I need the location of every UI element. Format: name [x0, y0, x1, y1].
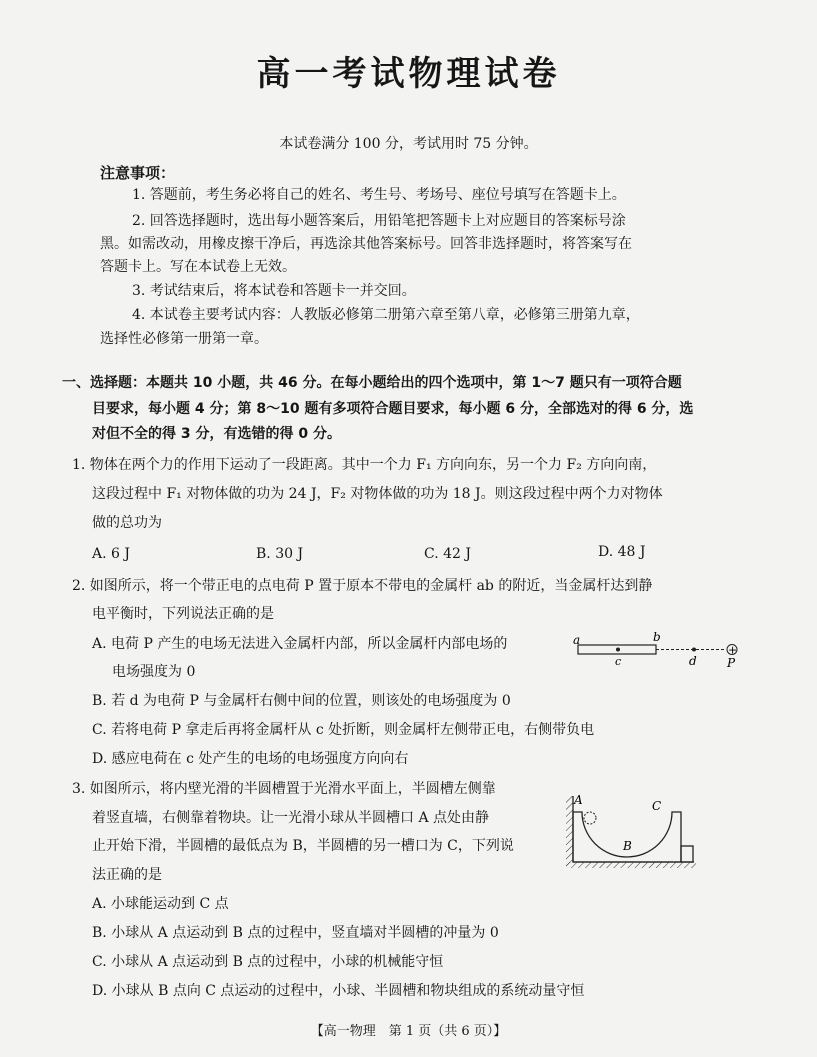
q1-stem: 这段过程中 F₁ 对物体做的功为 24 J，F₂ 对物体做的功为 18 J。则这段过程中两个力对物体 — [92, 486, 663, 502]
q3-stem: 着竖直墙，右侧靠着物块。让一光滑小球从半圆槽口 A 点处由静 — [92, 810, 490, 826]
label-c: c — [615, 655, 622, 668]
half-circle-groove — [573, 812, 681, 862]
wall-hatch — [566, 796, 573, 866]
q3-option-c: C. 小球从 A 点运动到 B 点的过程中，小球的机械能守恒 — [92, 954, 444, 970]
q2-option-d: D. 感应电荷在 c 处产生的电场的电场强度方向向右 — [92, 751, 409, 767]
notice-line: 黑。如需改动，用橡皮擦干净后，再选涂其他答案标号。回答非选择题时，将答案写在 — [100, 236, 632, 252]
q3-option-a: A. 小球能运动到 C 点 — [92, 896, 229, 912]
q1-option-b: B. 30 J — [256, 546, 304, 562]
notice-line: 答题卡上。写在本试卷上无效。 — [100, 259, 296, 275]
label-A: A — [574, 793, 583, 807]
block — [681, 846, 693, 862]
q3-stem: 法正确的是 — [92, 867, 162, 883]
label-b: b — [653, 630, 661, 644]
page-title: 高一考试物理试卷 — [256, 54, 561, 94]
q1-stem: 1. 物体在两个力的作用下运动了一段距离。其中一个力 F₁ 方向向东，另一个力 F₂ 方向向南， — [72, 457, 657, 473]
q3-option-b: B. 小球从 A 点运动到 B 点的过程中，竖直墙对半圆槽的冲量为 0 — [92, 925, 499, 941]
label-a: a — [573, 633, 581, 647]
q2-option-a-cont: 电场强度为 0 — [112, 664, 196, 680]
notice-heading: 注意事项： — [100, 164, 176, 182]
q2-figure — [570, 628, 750, 672]
section-instruction: 一、选择题：本题共 10 小题，共 46 分。在每小题给出的四个选项中，第 1～7 题只有一项符合题 — [62, 375, 682, 391]
q1-option-a: A. 6 J — [92, 546, 130, 562]
section-instruction: 目要求，每小题 4 分；第 8～10 题有多项符合题目要求，每小题 6 分，全部选对的得 6 分，选 — [92, 401, 694, 417]
point-c-dot — [616, 648, 620, 652]
q3-option-d: D. 小球从 B 点向 C 点运动的过程中，小球、半圆槽和物块组成的系统动量守恒 — [92, 983, 585, 999]
notice-line: 2. 回答选择题时，选出每小题答案后，用铅笔把答题卡上对应题目的答案标号涂 — [132, 213, 626, 229]
label-p: P — [727, 656, 736, 670]
notice-line: 3. 考试结束后，将本试卷和答题卡一并交回。 — [132, 283, 416, 299]
small-ball — [584, 812, 596, 824]
label-C: C — [652, 799, 662, 813]
q3-figure — [566, 788, 706, 868]
label-B: B — [623, 839, 632, 853]
label-d: d — [689, 654, 697, 668]
q1-option-c: C. 42 J — [424, 546, 471, 562]
notice-line: 1. 答题前，考生务必将自己的姓名、考生号、考场号、座位号填写在答题卡上。 — [132, 187, 626, 203]
q3-stem: 止开始下滑，半圆槽的最低点为 B，半圆槽的另一槽口为 C，下列说 — [92, 838, 514, 854]
page-footer: 【高一物理 第 1 页（共 6 页）】 — [310, 1024, 507, 1039]
q3-stem: 3. 如图所示，将内壁光滑的半圆槽置于光滑水平面上，半圆槽左侧靠 — [72, 781, 496, 797]
q2-stem: 电平衡时，下列说法正确的是 — [92, 606, 274, 622]
point-d-dot — [692, 648, 696, 652]
floor-hatch — [566, 862, 696, 868]
exam-subtitle: 本试卷满分 100 分，考试用时 75 分钟。 — [279, 136, 538, 152]
q2-option-c: C. 若将电荷 P 拿走后再将金属杆从 c 处折断，则金属杆左侧带正电，右侧带负电 — [92, 722, 595, 738]
q2-option-b: B. 若 d 为电荷 P 与金属杆右侧中间的位置，则该处的电场强度为 0 — [92, 693, 511, 709]
q2-option-a: A. 电荷 P 产生的电场无法进入金属杆内部，所以金属杆内部电场的 — [92, 636, 508, 652]
notice-line: 4. 本试卷主要考试内容：人教版必修第二册第六章至第八章，必修第三册第九章， — [132, 307, 640, 323]
section-instruction: 对但不全的得 3 分，有选错的得 0 分。 — [92, 426, 341, 442]
notice-line: 选择性必修第一册第一章。 — [100, 331, 268, 347]
charge-plus-sign: + — [728, 643, 738, 657]
q1-option-d: D. 48 J — [598, 544, 646, 560]
q1-stem: 做的总功为 — [92, 515, 162, 531]
q2-stem: 2. 如图所示，将一个带正电的点电荷 P 置于原本不带电的金属杆 ab 的附近，当金属杆达到静 — [72, 578, 653, 594]
